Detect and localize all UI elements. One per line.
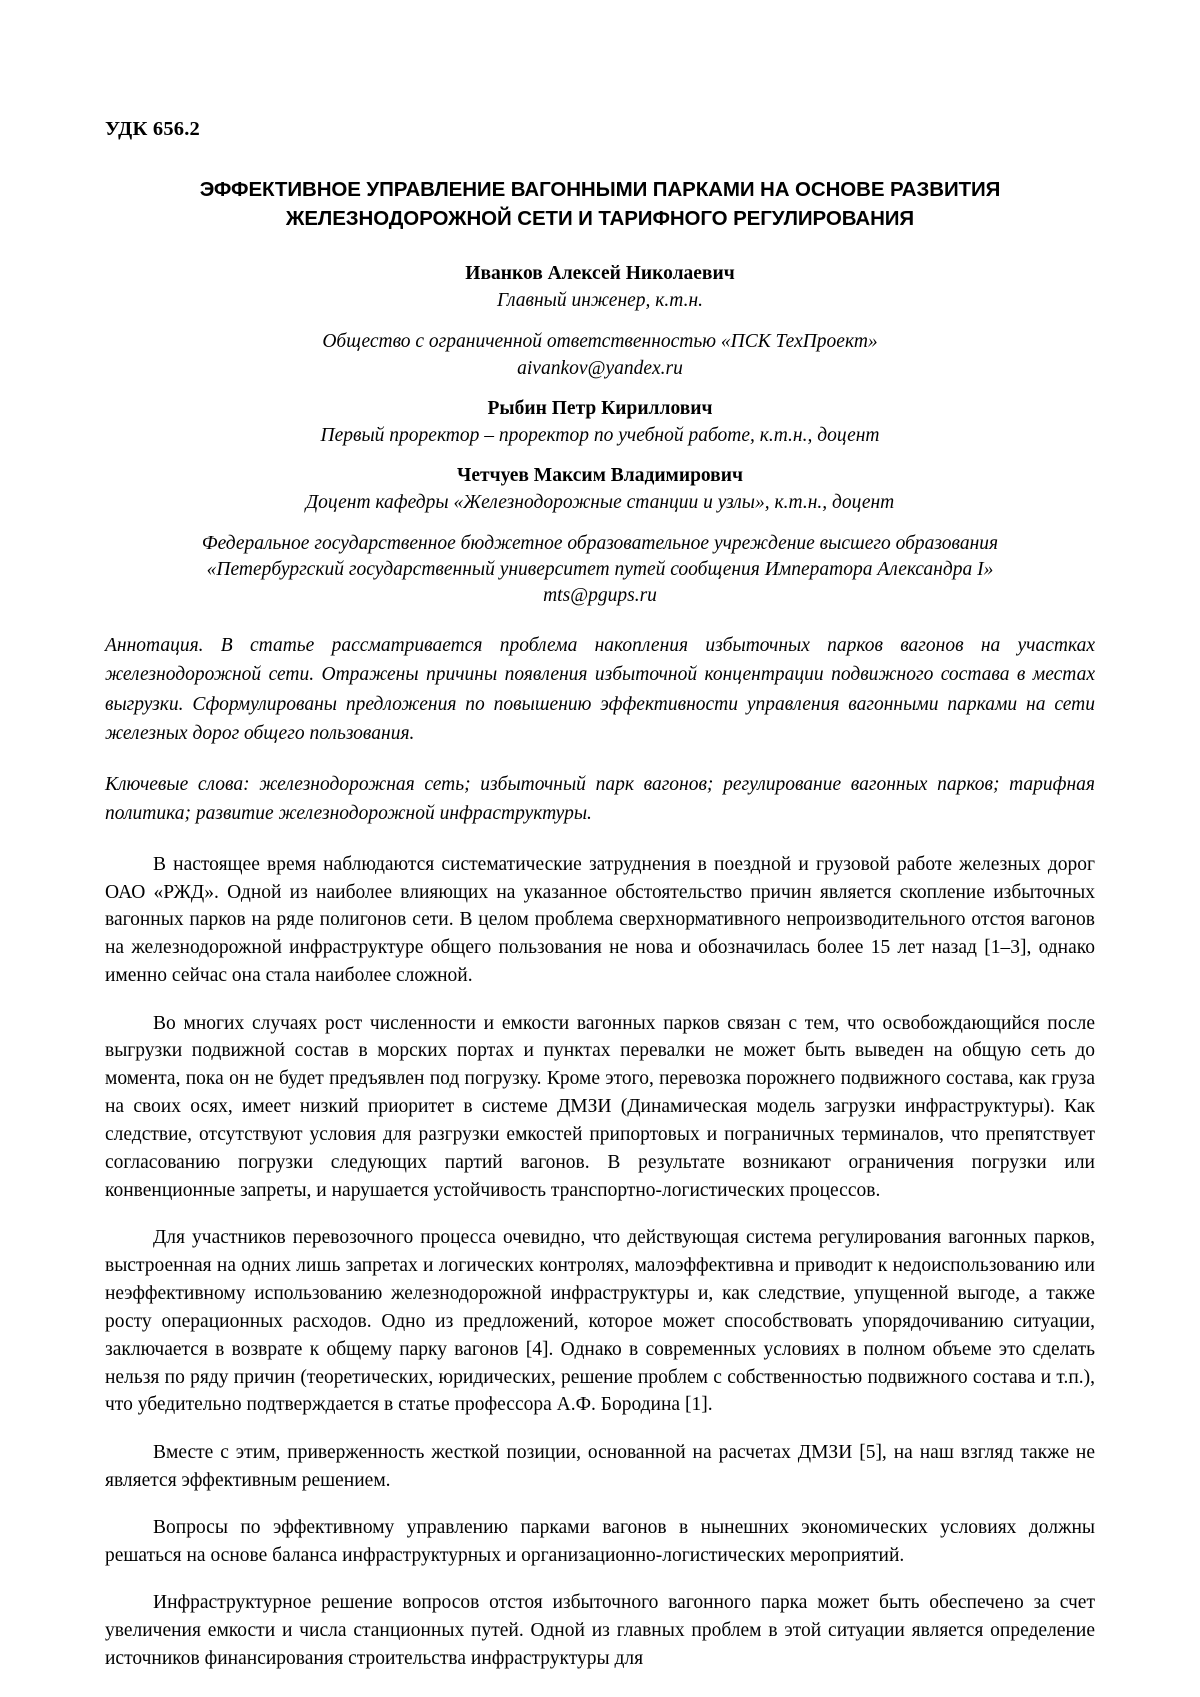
author-role: Главный инженер, к.т.н.	[496, 290, 704, 312]
paragraph: Для участников перевозочного процесса очевидно, что действующая система регулирования вагонных парков, выстроенная на одних лишь запретах и логических контролях, малоэффективна и приводит к недоиспользованию или неэффективному использованию железнодорожной инфраструктуры и, как следствие, упущенной выгоде, а также росту операционных расходов. Одно из предложений, которое может способствовать упорядочиванию ситуации, заключается в возврате к общему парку вагонов [4]. Однако в современных условиях в полном объеме это сделать нельзя по ряду причин (теоретических, юридических, решение проблем с собственностью подвижного состава и т.п.), что убедительно подтверждается в статье профессора А.Ф. Бородина [1].	[105, 1227, 1095, 1416]
abstract-text: В статье рассматривается проблема накопления избыточных парков вагонов на участках железнодорожной сети. Отражены причины появления избыточной концентрации подвижного состава в местах выгрузки. Сформулированы предложения по повышению эффективности управления вагонными парками на сети железных дорог общего пользования.	[105, 635, 1095, 744]
author-block-2	[105, 398, 1095, 447]
udk-code: УДК 656.2	[105, 118, 200, 140]
author-email: aivankov@yandex.ru	[517, 357, 683, 379]
paragraph: Вопросы по эффективному управлению парками вагонов в нынешних экономических условиях должны решаться на основе баланса инфраструктурных и организационно-логистических мероприятий.	[105, 1517, 1095, 1566]
shared-affiliation-line2: «Петербургский государственный университет путей сообщения Императора Александра I»	[206, 558, 994, 580]
shared-email: mts@pgups.ru	[543, 585, 657, 607]
author-role: Первый проректор – проректор по учебной работе, к.т.н., доцент	[320, 424, 880, 446]
paragraph: Инфраструктурное решение вопросов отстоя избыточного вагонного парка может быть обеспечено за счет увеличения емкости и числа станционных путей. Одной из главных проблем в этой ситуации является определение источников финансирования строительства инфраструктуры для	[105, 1592, 1095, 1670]
keywords-label: Ключевые слова:	[105, 774, 250, 796]
author-affiliation: Общество с ограниченной ответственностью «ПСК ТехПроект»	[322, 331, 878, 353]
paragraph: Вместе с этим, приверженность жесткой позиции, основанной на расчетах ДМЗИ [5], на наш взгляд также не является эффективным решением.	[105, 1441, 1095, 1491]
page-title: ЭФФЕКТИВНОЕ УПРАВЛЕНИЕ ВАГОННЫМИ ПАРКАМИ НА ОСНОВЕ РАЗВИТИЯ ЖЕЛЕЗНОДОРОЖНОЙ СЕТИ И ТАРИФНОГО РЕГУЛИРОВАНИЯ	[199, 178, 1001, 231]
paragraph: В настоящее время наблюдаются систематические затруднения в поездной и грузовой работе железных дорог ОАО «РЖД». Одной из наиболее влияющих на указанное обстоятельство причин является скопление избыточных вагонных парков на ряде полигонов сети. В целом проблема сверхнормативного непроизводительного отстоя вагонов на железнодорожной инфраструктуре общего пользования не нова и обозначилась более 15 лет назад [1–3], однако именно сейчас она стала наиболее сложной.	[105, 853, 1095, 987]
author-role: Доцент кафедры «Железнодорожные станции и узлы», к.т.н., доцент	[305, 491, 895, 513]
author-name: Четчуев Максим Владимирович	[457, 464, 743, 486]
author-name: Иванков Алексей Николаевич	[465, 263, 735, 285]
author-block-3	[105, 465, 1095, 514]
shared-affiliation-line1: Федеральное государственное бюджетное образовательное учреждение высшего образования	[201, 532, 999, 554]
keywords-text: железнодорожная сеть; избыточный парк вагонов; регулирование вагонных парков; тарифная политика; развитие железнодорожной инфраструктуры.	[105, 774, 1095, 825]
author-block-1	[105, 263, 1095, 379]
author-name: Рыбин Петр Кириллович	[487, 397, 713, 419]
abstract-label: Аннотация.	[105, 635, 204, 657]
keywords	[105, 770, 1095, 829]
shared-affiliation	[105, 531, 1095, 608]
abstract	[105, 631, 1095, 748]
paragraph: Во многих случаях рост численности и емкости вагонных парков связан с тем, что освобождающийся после выгрузки подвижной состав в морских портах и пунктах перевалки не может быть выведен на общую сеть до момента, пока он не будет предъявлен под погрузку. Кроме этого, перевозка порожнего подвижного состава, как груза на своих осях, имеет низкий приоритет в системе ДМЗИ (Динамическая модель загрузки инфраструктуры). Как следствие, отсутствуют условия для разгрузки емкостей припортовых и пограничных терминалов, что препятствует согласованию погрузки следующих партий вагонов. В результате возникают ограничения погрузки или конвенционные запреты, и нарушается устойчивость транспортно-логистических процессов.	[105, 1012, 1095, 1201]
body-text	[105, 851, 1095, 1673]
